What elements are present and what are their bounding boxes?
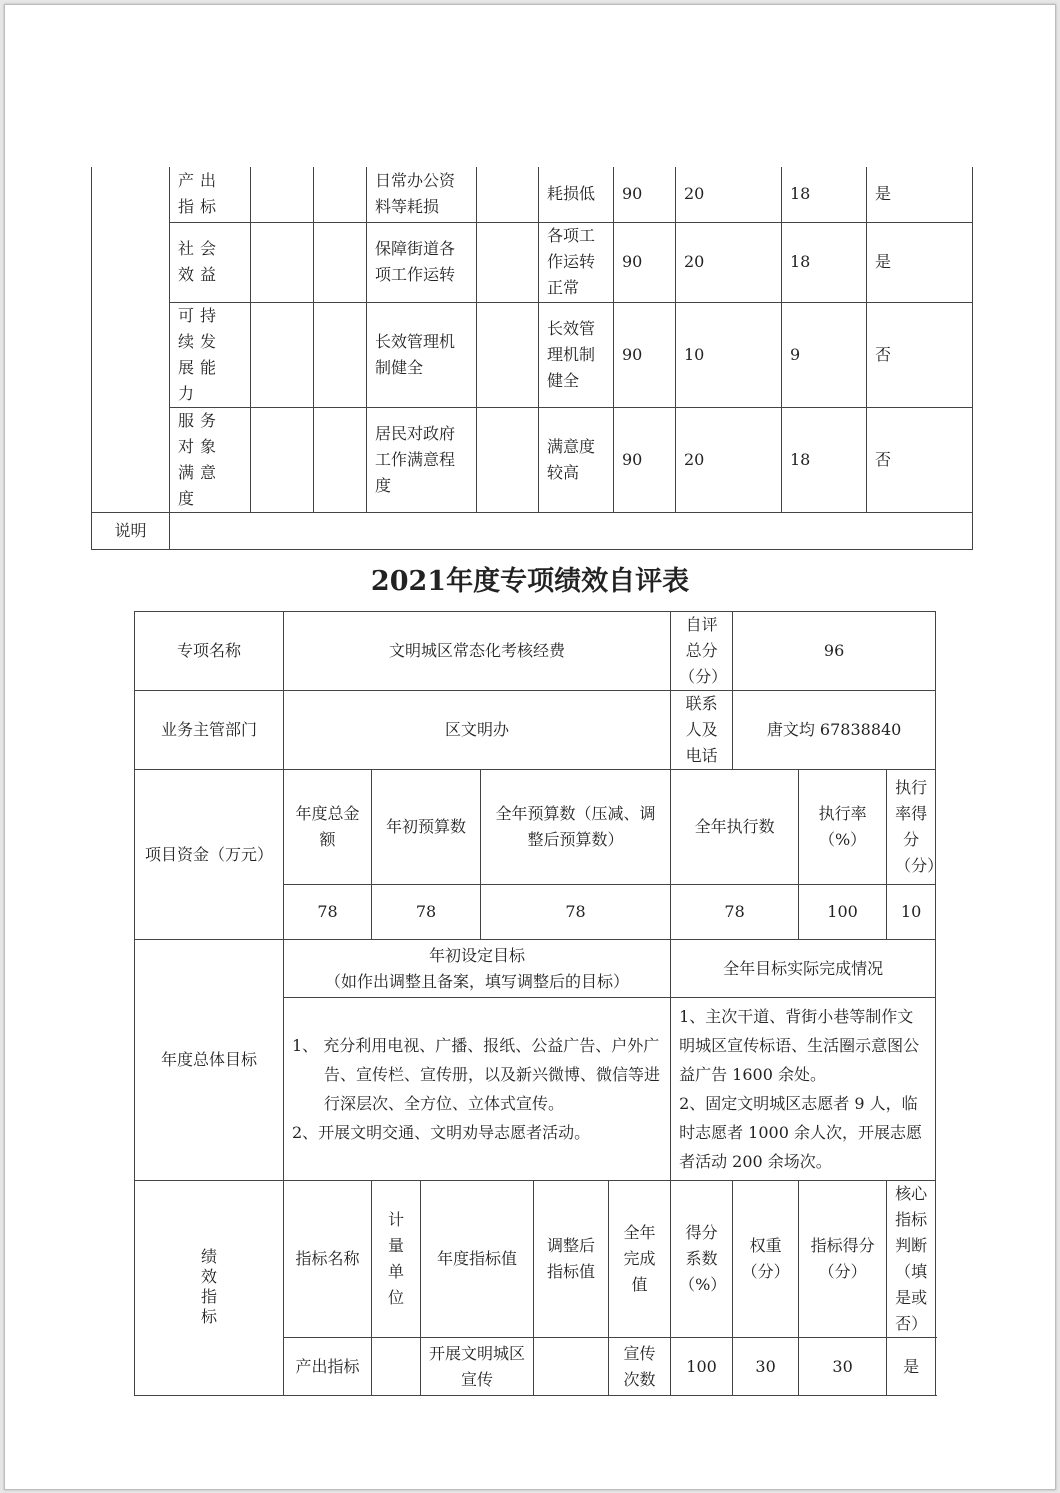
table-row bbox=[92, 167, 973, 222]
funds-total-value: 78 bbox=[284, 885, 372, 940]
goals-actual-item: 1、主次干道、背街小巷等制作文明城区宣传标语、生活圈示意图公益广告 1600 余处。 bbox=[679, 1007, 920, 1084]
performance-form-table bbox=[134, 611, 944, 1396]
funds-initial-header: 年初预算数 bbox=[372, 770, 481, 885]
goals-actual-header: 全年目标实际完成情况 bbox=[671, 940, 936, 998]
rate-cell: 90 bbox=[614, 222, 676, 302]
weight-cell: 10 bbox=[676, 302, 782, 407]
perf-name-cell: 产出指标 bbox=[284, 1338, 372, 1396]
indicator-cell: 产出指标 bbox=[170, 167, 251, 222]
self-score-label: 自评总分（分） bbox=[671, 612, 733, 691]
core-cell: 否 bbox=[867, 302, 973, 407]
weight-cell: 20 bbox=[676, 167, 782, 222]
perf-coef-header: 得分系数（%） bbox=[671, 1181, 733, 1338]
rate-cell: 90 bbox=[614, 407, 676, 512]
indicator-cell: 社会效益 bbox=[170, 222, 251, 302]
target-cell: 耗损低 bbox=[539, 167, 614, 222]
table-row bbox=[92, 302, 973, 407]
perf-weight-header: 权重（分） bbox=[733, 1181, 799, 1338]
weight-cell: 20 bbox=[676, 407, 782, 512]
goals-actual-content bbox=[671, 998, 936, 1181]
funds-rate-score-header: 执行率得分（分） bbox=[887, 770, 936, 885]
project-name-label: 专项名称 bbox=[135, 612, 284, 691]
goals-label: 年度总体目标 bbox=[135, 940, 284, 1181]
dept-value: 区文明办 bbox=[284, 691, 671, 770]
goals-actual-item: 2、固定文明城区志愿者 9 人，临时志愿者 1000 余人次，开展志愿者活动 200 余场次。 bbox=[679, 1094, 922, 1171]
weight-cell: 20 bbox=[676, 222, 782, 302]
table-row bbox=[92, 407, 973, 512]
core-cell: 是 bbox=[867, 222, 973, 302]
funds-total-header: 年度总金额 bbox=[284, 770, 372, 885]
perf-weight-cell: 30 bbox=[733, 1338, 799, 1396]
rate-cell: 90 bbox=[614, 302, 676, 407]
contact-label: 联系人及电话 bbox=[671, 691, 733, 770]
perf-adjusted-header: 调整后指标值 bbox=[534, 1181, 609, 1338]
contact-value: 唐文均 67838840 bbox=[733, 691, 936, 770]
perf-label-cell bbox=[135, 1181, 284, 1396]
indicator-cell: 可持续发展能力 bbox=[170, 302, 251, 407]
note-label: 说明 bbox=[92, 512, 170, 549]
previous-table bbox=[91, 167, 973, 550]
target-cell: 满意度较高 bbox=[539, 407, 614, 512]
perf-core-cell: 是 bbox=[887, 1338, 936, 1396]
score-cell: 9 bbox=[782, 302, 867, 407]
goals-set-item: 1、 充分利用电视、广播、报纸、公益广告、户外广告、宣传栏、宣传册，以及新兴微博、微信等进行深层次、全方位、立体式宣传。 bbox=[292, 1036, 661, 1113]
perf-header-row bbox=[135, 1181, 936, 1338]
perf-actual-cell: 宣传次数 bbox=[609, 1338, 671, 1396]
funds-initial-value: 78 bbox=[372, 885, 481, 940]
content-cell: 日常办公资料等耗损 bbox=[367, 167, 477, 222]
perf-coef-cell: 100 bbox=[671, 1338, 733, 1396]
perf-annual-cell: 开展文明城区宣传 bbox=[421, 1338, 534, 1396]
goals-set-item: 2、开展文明交通、文明劝导志愿者活动。 bbox=[292, 1123, 591, 1142]
perf-adjusted-cell bbox=[534, 1338, 609, 1396]
document-page bbox=[4, 4, 1056, 1490]
form-title: 2021年度专项绩效自评表 bbox=[370, 566, 690, 597]
content-cell: 保障街道各项工作运转 bbox=[367, 222, 477, 302]
target-cell: 各项工作运转正常 bbox=[539, 222, 614, 302]
content-cell: 居民对政府工作满意程度 bbox=[367, 407, 477, 512]
blank-cell bbox=[92, 167, 170, 512]
content-cell: 长效管理机制健全 bbox=[367, 302, 477, 407]
perf-unit-cell bbox=[372, 1338, 421, 1396]
funds-executed-value: 78 bbox=[671, 885, 799, 940]
funds-executed-header: 全年执行数 bbox=[671, 770, 799, 885]
funds-rate-header: 执行率（%） bbox=[799, 770, 887, 885]
perf-actual-header: 全年完成值 bbox=[609, 1181, 671, 1338]
score-cell: 18 bbox=[782, 407, 867, 512]
goals-set-content bbox=[284, 998, 671, 1181]
rate-cell: 90 bbox=[614, 167, 676, 222]
funds-header-row bbox=[135, 770, 936, 885]
indicator-cell: 服务对象满意度 bbox=[170, 407, 251, 512]
note-content bbox=[170, 512, 973, 549]
note-row bbox=[92, 512, 973, 549]
goals-set-header bbox=[284, 940, 671, 998]
funds-label: 项目资金（万元） bbox=[135, 770, 284, 940]
table-row bbox=[92, 222, 973, 302]
perf-core-header: 核心指标判断（填是或否） bbox=[887, 1181, 936, 1338]
dept-row bbox=[135, 691, 936, 770]
target-cell: 长效管理机制健全 bbox=[539, 302, 614, 407]
goals-header-row bbox=[135, 940, 936, 998]
core-cell: 否 bbox=[867, 407, 973, 512]
funds-adjusted-value: 78 bbox=[481, 885, 671, 940]
funds-rate-value: 100 bbox=[799, 885, 887, 940]
project-name-value: 文明城区常态化考核经费 bbox=[284, 612, 671, 691]
perf-unit-header: 计量单位 bbox=[372, 1181, 421, 1338]
perf-label: 绩效指标 bbox=[200, 1246, 217, 1326]
perf-score-header: 指标得分（分） bbox=[799, 1181, 887, 1338]
perf-annual-header: 年度指标值 bbox=[421, 1181, 534, 1338]
perf-name-header: 指标名称 bbox=[284, 1181, 372, 1338]
perf-score-cell: 30 bbox=[799, 1338, 887, 1396]
score-cell: 18 bbox=[782, 167, 867, 222]
core-cell: 是 bbox=[867, 167, 973, 222]
project-row bbox=[135, 612, 936, 691]
funds-adjusted-header: 全年预算数（压减、调整后预算数） bbox=[481, 770, 671, 885]
funds-rate-score-value: 10 bbox=[887, 885, 936, 940]
dept-label: 业务主管部门 bbox=[135, 691, 284, 770]
goals-set-header-note: （如作出调整且备案，填写调整后的目标） bbox=[325, 971, 630, 991]
goals-set-header-title: 年初设定目标 bbox=[429, 945, 526, 965]
self-score-value: 96 bbox=[733, 612, 936, 691]
score-cell: 18 bbox=[782, 222, 867, 302]
